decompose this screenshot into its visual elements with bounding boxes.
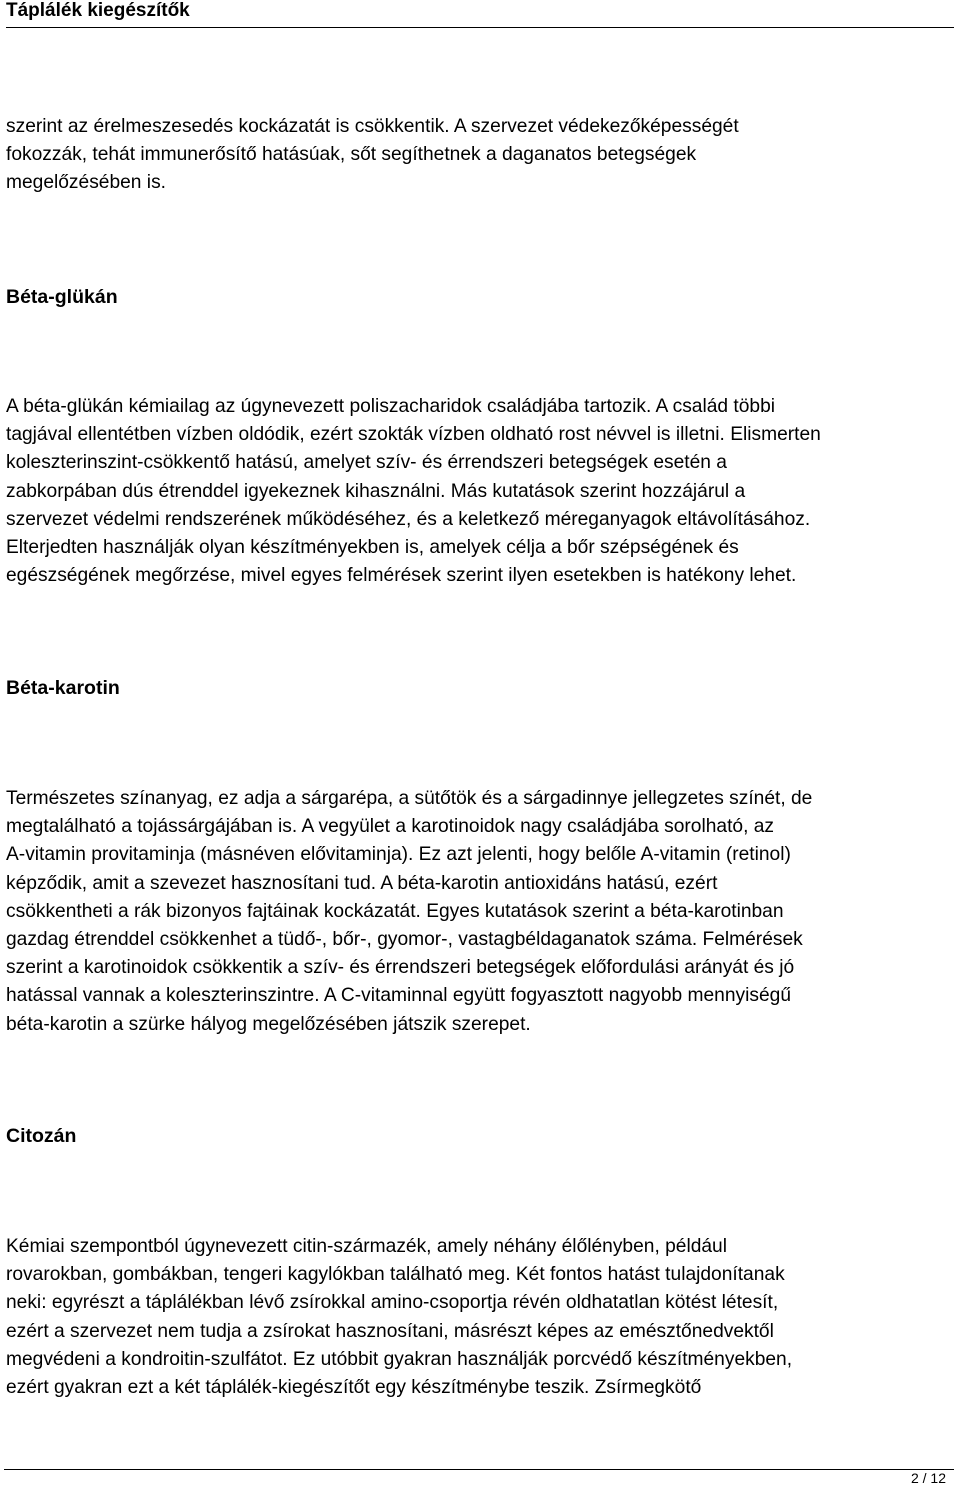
page-number: 2 / 12 (910, 1470, 946, 1486)
section-paragraph-beta-karotin: Természetes színanyag, ez adja a sárgarépa, a sütőtök és a sárgadinnye jellegzetes színét, de megtalálható a tojássárgájában is. A vegyület a karotinoidok nagy családjába sorolható, az A-vitamin provitaminja (másnéven elővitaminja). Ez azt jelenti, hogy belőle A-vitamin (retinol) képződik, amit a szevezet hasznosítani tud. A béta-karotin antioxidáns hatású, ezért csökkentheti a rák bizonyos fajtáinak kockázatát. Egyes kutatások szerint a béta-karotinban gazdag étrenddel csökkenhet a tüdő-, bőr-, gyomor-, vastagbéldaganatok száma. Felmérések szerint a karotinoidok csökkentik a szív- és érrendszeri betegségek előfordulási arányát és jó hatással vannak a koleszterinszintre. A C-vitaminnal együtt fogyasztott nagyobb mennyiségű béta-karotin a szürke hályog megelőzésében játszik szerepet. (6, 788, 813, 1035)
section-heading-beta-karotin: Béta-karotin (6, 677, 120, 699)
section-heading-beta-glukan: Béta-glükán (6, 286, 118, 308)
section-heading-citozan: Citozán (6, 1125, 77, 1147)
intro-paragraph: szerint az érelmeszesedés kockázatát is csökkentik. A szervezet védekezőképességét fokozzák, tehát immunerősítő hatásúak, sőt segíthetnek a daganatos betegségek megelőzésében is. (6, 116, 739, 194)
footer-divider (4, 1469, 954, 1470)
section-paragraph-beta-glukan: A béta-glükán kémiailag az úgynevezett poliszacharidok családjába tartozik. A család többi tagjával ellentétben vízben oldódik, ezért szokták vízben oldható rost névvel is illetni. Elismerten koleszterinszint-csökkentő hatású, amelyet szív- és érrendszeri betegségek esetén a zabkorpában dús étrenddel igyekeznek kihasználni. Más kutatások szerint hozzájárul a szervezet védelmi rendszerének működéséhez, és a keletkező méreganyagok eltávolításához. Elterjedten használják olyan készítményekben is, amelyek célja a bőr szépségének és egészségének megőrzése, mivel egyes felmérések szerint ilyen esetekben is hatékony lehet. (6, 396, 821, 587)
page-header (6, 0, 954, 28)
section-paragraph-citozan: Kémiai szempontból úgynevezett citin-származék, amely néhány élőlényben, például rovarokban, gombákban, tengeri kagylókban található meg. Két fontos hatást tulajdonítanak neki: egyrészt a táplálékban lévő zsírokkal amino-csoportja révén oldhatatlan kötést létesít, ezért a szervezet nem tudja a zsírokat hasznosítani, másrészt képes az emésztőnedvektől megvédeni a kondroitin-szulfátot. Ez utóbbit gyakran használják porcvédő készítményekben, ezért gyakran ezt a két táplálék-kiegészítőt egy készítménybe teszik. Zsírmegkötő (6, 1236, 793, 1399)
document-title: Táplálék kiegészítők (6, 0, 190, 21)
